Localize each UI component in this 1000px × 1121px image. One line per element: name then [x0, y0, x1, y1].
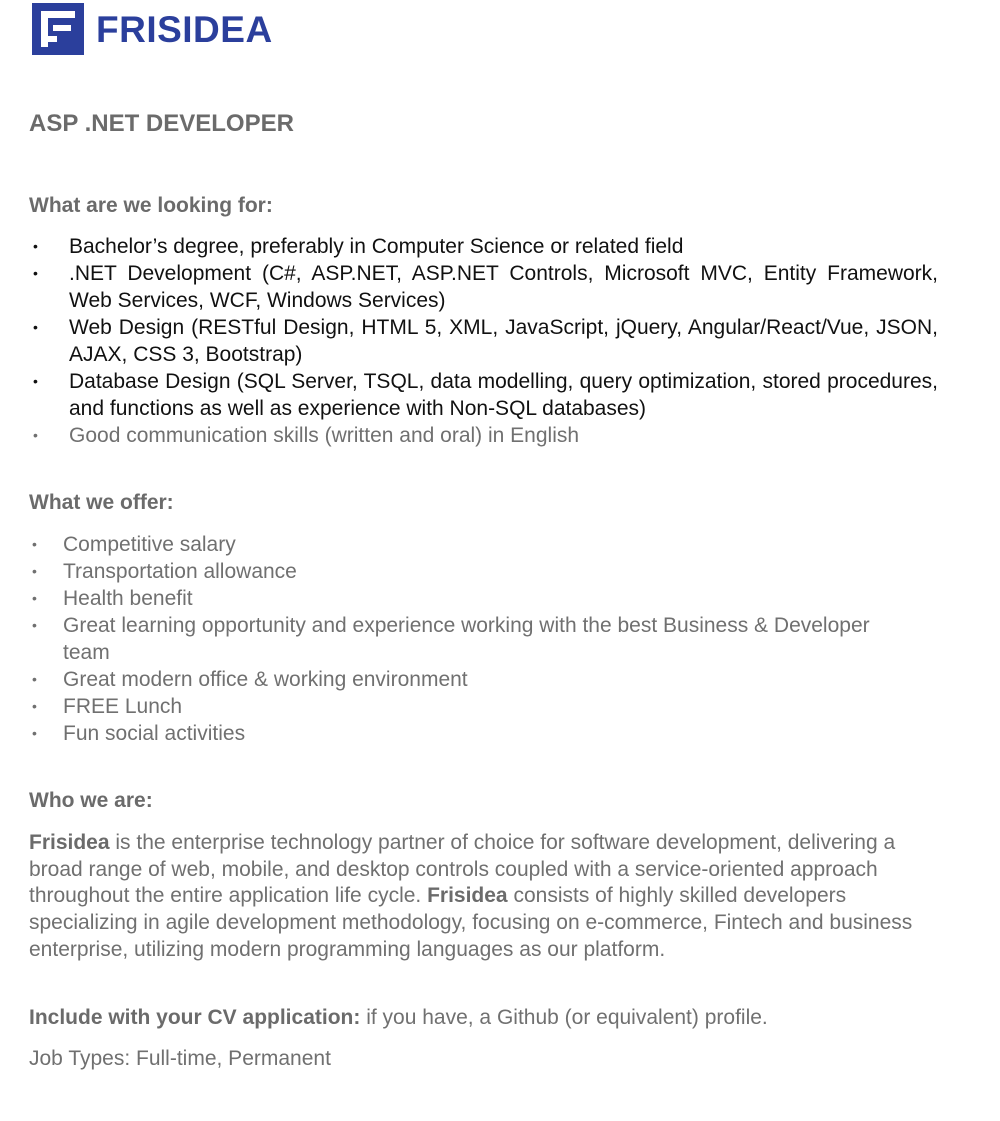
requirements-heading: What are we looking for: — [29, 194, 273, 217]
application-label: Include with your CV application: — [29, 1006, 361, 1029]
application-text: if you have, a Github (or equivalent) profile. — [360, 1006, 768, 1029]
requirement-item: • Good communication skills (written and oral) in English — [0, 422, 938, 449]
offer-item: • Transportation allowance — [0, 558, 900, 585]
job-types: Job Types: Full-time, Permanent — [29, 1047, 331, 1070]
requirement-item: • .NET Development (C#, ASP.NET, ASP.NET Controls, Microsoft MVC, Entity Framework, Web Services, WCF, Windows Services) — [0, 260, 938, 314]
offer-item: • FREE Lunch — [0, 693, 900, 720]
offer-item: • Great learning opportunity and experience working with the best Business & Developer team — [0, 612, 900, 666]
requirement-item: • Database Design (SQL Server, TSQL, data modelling, query optimization, stored procedures, and functions as well as experience with Non-SQL databases) — [0, 368, 938, 422]
frisidea-logo-mark-icon — [32, 3, 84, 55]
offer-item: • Great modern office & working environment — [0, 666, 900, 693]
requirement-item: • Bachelor’s degree, preferably in Computer Science or related field — [0, 233, 938, 260]
requirement-item: • Web Design (RESTful Design, HTML 5, XML, JavaScript, jQuery, Angular/React/Vue, JSON, AJAX, CSS 3, Bootstrap) — [0, 314, 938, 368]
about-heading: Who we are: — [29, 789, 153, 812]
offer-item: • Fun social activities — [0, 720, 900, 747]
about-paragraph — [29, 830, 929, 964]
about-text-2: consists of highly skilled developers specializing in agile development methodology, focusing on e-commerce, Fintech and business enterprise, utilizing modern programming languages as our platform. — [29, 884, 913, 961]
company-logo — [32, 3, 273, 55]
requirements-list — [0, 233, 938, 449]
logo-wordmark: FRISIDEA — [96, 8, 273, 50]
company-name: Frisidea — [427, 884, 508, 908]
offer-list — [0, 531, 900, 747]
about-text-1: is the enterprise technology partner of choice for software development, delivering a broad range of web, mobile, and desktop controls coupled with a service-oriented approach throughout the entire application life cycle. — [29, 831, 896, 908]
offer-heading: What we offer: — [29, 491, 174, 514]
job-title: ASP .NET DEVELOPER — [29, 110, 294, 137]
company-name: Frisidea — [29, 831, 110, 854]
application-note — [29, 1005, 929, 1032]
offer-item: • Competitive salary — [0, 531, 900, 558]
offer-item: • Health benefit — [0, 585, 900, 612]
